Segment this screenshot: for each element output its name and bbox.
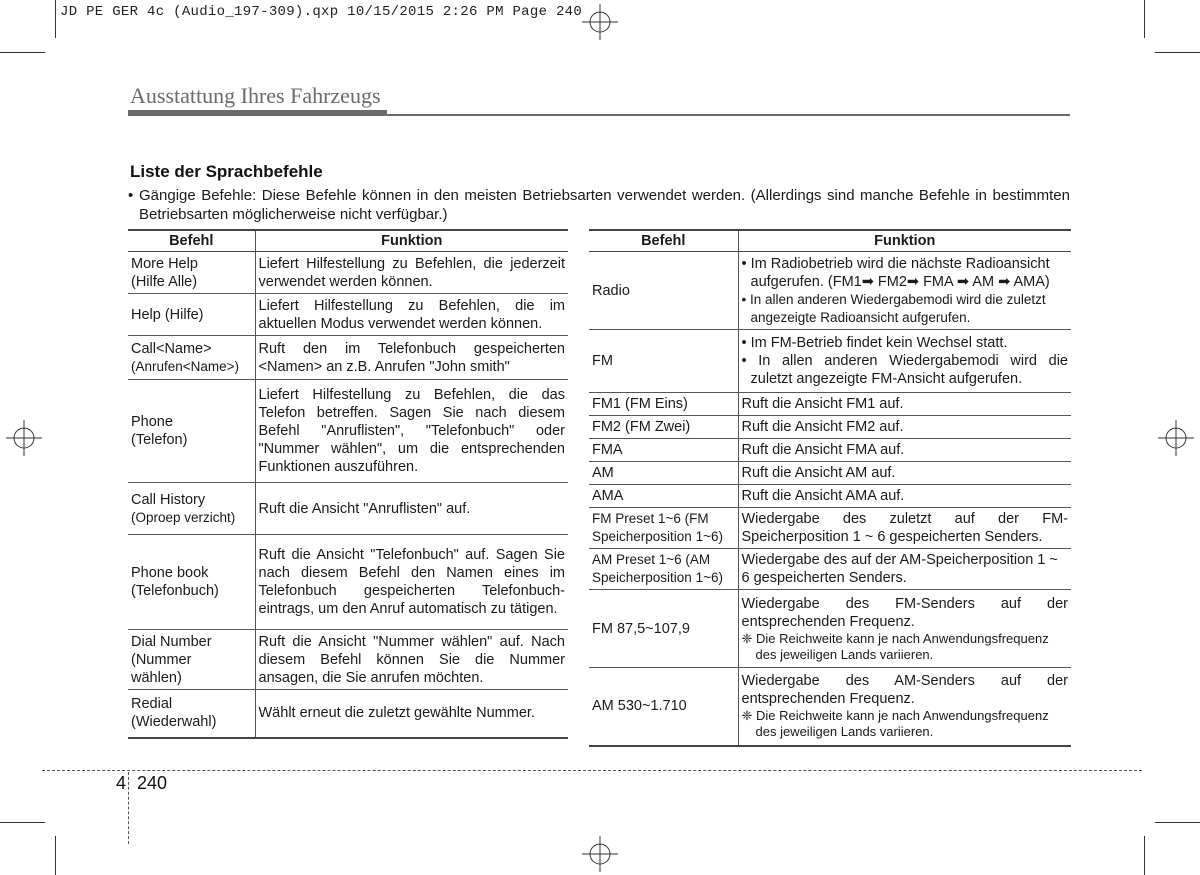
voice-command-table-right xyxy=(589,229,1071,747)
function-cell: Ruft die Ansicht FM1 auf. xyxy=(738,393,1071,416)
footer-rule xyxy=(42,770,1142,771)
table-row xyxy=(128,380,568,483)
table-row xyxy=(128,483,568,535)
command-cell: FM Preset 1~6 (FM Speicherposition 1~6) xyxy=(589,508,738,549)
function-cell: Wiedergabe des auf der AM-Speicherposition 1 ~ 6 gespeicherten Senders. xyxy=(738,549,1071,590)
registration-mark-icon xyxy=(582,836,618,872)
page-number-value: 240 xyxy=(137,773,168,793)
function-item: • In allen anderen Wiedergabemodi wird die zuletzt angezeigte FM-Ansicht aufgerufen. xyxy=(741,353,1068,387)
command-cell: Phone book (Telefonbuch) xyxy=(128,535,255,630)
table-row xyxy=(589,462,1071,485)
function-cell: Ruft die Ansicht FM2 auf. xyxy=(738,416,1071,439)
header-rule xyxy=(128,110,387,116)
function-cell: Ruft die Ansicht AM auf. xyxy=(738,462,1071,485)
footnote: ❈ Die Reichweite kann je nach Anwendungsfrequenz des jeweiligen Lands variieren. xyxy=(741,630,1049,662)
command-cell: Dial Number (Nummer wählen) xyxy=(128,630,255,690)
function-cell: Liefert Hilfestellung zu Befehlen, die das Telefon betreffen. Sagen Sie nach diesem Befehl "Anruflisten", "Telefonbuch" oder "Nummer wählen", um die entsprechenden Funktionen auszuführen. xyxy=(255,380,568,483)
command-cell: AMA xyxy=(589,485,738,508)
voice-command-table-left xyxy=(128,229,568,739)
table-row xyxy=(589,330,1071,393)
function-cell: Ruft die Ansicht "Anruflisten" auf. xyxy=(255,483,568,535)
function-cell xyxy=(738,668,1071,746)
crop-mark xyxy=(55,0,56,38)
command-cell: AM Preset 1~6 (AM Speicherposition 1~6) xyxy=(589,549,738,590)
bullet: • xyxy=(128,187,134,204)
command-cell: Phone (Telefon) xyxy=(128,380,255,483)
table-row xyxy=(589,590,1071,668)
table-row xyxy=(128,336,568,380)
table-row xyxy=(128,535,568,630)
table-header-row xyxy=(128,230,568,252)
function-cell: Ruft die Ansicht AMA auf. xyxy=(738,485,1071,508)
command-cell: FMA xyxy=(589,439,738,462)
table-row xyxy=(589,508,1071,549)
function-cell: Ruft die Ansicht "Nummer wählen" auf. Nach diesem Befehl können Sie die Nummer ansagen, die Sie anrufen möchten. xyxy=(255,630,568,690)
command-cell: FM 87,5~107,9 xyxy=(589,590,738,668)
function-cell xyxy=(738,330,1071,393)
crop-mark xyxy=(55,836,56,875)
registration-mark-icon xyxy=(6,420,42,456)
table-row xyxy=(589,549,1071,590)
table-row xyxy=(128,252,568,294)
table-row xyxy=(589,485,1071,508)
function-text: Wiedergabe des AM-Senders auf der entsprechenden Frequenz. xyxy=(741,673,1068,708)
function-item: • Im FM-Betrieb findet kein Wechsel statt. xyxy=(741,335,1008,351)
function-cell: Ruft die Ansicht FMA auf. xyxy=(738,439,1071,462)
crop-mark xyxy=(1155,822,1200,823)
command-cell: AM xyxy=(589,462,738,485)
command-cell: FM1 (FM Eins) xyxy=(589,393,738,416)
table-row xyxy=(128,690,568,738)
registration-mark-icon xyxy=(1158,420,1194,456)
function-cell: Ruft den im Telefonbuch gespeicherten <Namen> an z.B. Anrufen "John smith" xyxy=(255,336,568,380)
function-cell: Ruft die Ansicht "Telefonbuch" auf. Sagen Sie nach diesem Befehl den Namen eines im Telefonbuch gespeicherten Telefonbuch-eintrags, um den Anruf automatisch zu tätigen. xyxy=(255,535,568,630)
command-cell: More Help (Hilfe Alle) xyxy=(128,252,255,294)
registration-mark-icon xyxy=(582,4,618,40)
command-cell: Call History (Oproep verzicht) xyxy=(128,483,255,535)
table-row xyxy=(128,630,568,690)
chapter-header: Ausstattung Ihres Fahrzeugs xyxy=(130,83,381,108)
function-item: • Im Radiobetrieb wird die nächste Radioansicht aufgerufen. (FM1➡ FM2➡ FMA ➡ AM ➡ AMA) xyxy=(741,255,1050,290)
crop-mark xyxy=(1144,0,1145,38)
table-header-row xyxy=(589,230,1071,252)
crop-mark xyxy=(1144,836,1145,875)
command-cell: Redial (Wiederwahl) xyxy=(128,690,255,738)
chapter-number: 4 xyxy=(116,773,127,793)
table-row xyxy=(589,416,1071,439)
crop-mark xyxy=(0,822,45,823)
column-header-function: Funktion xyxy=(738,230,1071,252)
function-cell xyxy=(738,252,1071,330)
print-slug: JD PE GER 4c (Audio_197-309).qxp 10/15/2015 2:26 PM Page 240 xyxy=(60,4,583,20)
command-cell: FM2 (FM Zwei) xyxy=(589,416,738,439)
command-cell: Help (Hilfe) xyxy=(128,294,255,336)
command-cell: FM xyxy=(589,330,738,393)
function-cell: Wiedergabe des zuletzt auf der FM-Speicherposition 1 ~ 6 gespeicherten Senders. xyxy=(738,508,1071,549)
section-title: Liste der Sprachbefehle xyxy=(130,162,323,181)
crop-mark xyxy=(0,52,45,53)
function-cell: Wählt erneut die zuletzt gewählte Nummer. xyxy=(255,690,568,738)
function-cell xyxy=(738,590,1071,668)
column-header-function: Funktion xyxy=(255,230,568,252)
command-cell: Radio xyxy=(589,252,738,330)
table-row xyxy=(589,439,1071,462)
table-row xyxy=(589,393,1071,416)
table-row xyxy=(128,294,568,336)
command-cell: Call<Name> (Anrufen<Name>) xyxy=(128,336,255,380)
function-text: Wiedergabe des FM-Senders auf der entsprechenden Frequenz. xyxy=(741,595,1068,630)
header-rule xyxy=(387,114,1070,116)
intro-paragraph xyxy=(128,186,1070,224)
function-cell: Liefert Hilfestellung zu Befehlen, die jederzeit verwendet werden können. xyxy=(255,252,568,294)
function-cell: Liefert Hilfestellung zu Befehlen, die im aktuellen Modus verwendet werden können. xyxy=(255,294,568,336)
command-cell: AM 530~1.710 xyxy=(589,668,738,746)
footnote: ❈ Die Reichweite kann je nach Anwendungsfrequenz des jeweiligen Lands variieren. xyxy=(741,708,1049,740)
intro-text: Gängige Befehle: Diese Befehle können in den meisten Betriebsarten verwendet werden. (Allerdings sind manche Befehle in bestimmten Betriebsarten möglicherweise nicht verfügbar.) xyxy=(139,187,1070,223)
column-header-command: Befehl xyxy=(589,230,738,252)
function-item: • In allen anderen Wiedergabemodi wird die zuletzt angezeigte Radioansicht aufgerufen. xyxy=(741,291,1046,325)
column-header-command: Befehl xyxy=(128,230,255,252)
table-row xyxy=(589,668,1071,746)
crop-mark xyxy=(1155,52,1200,53)
page-number xyxy=(116,773,167,794)
table-row xyxy=(589,252,1071,330)
